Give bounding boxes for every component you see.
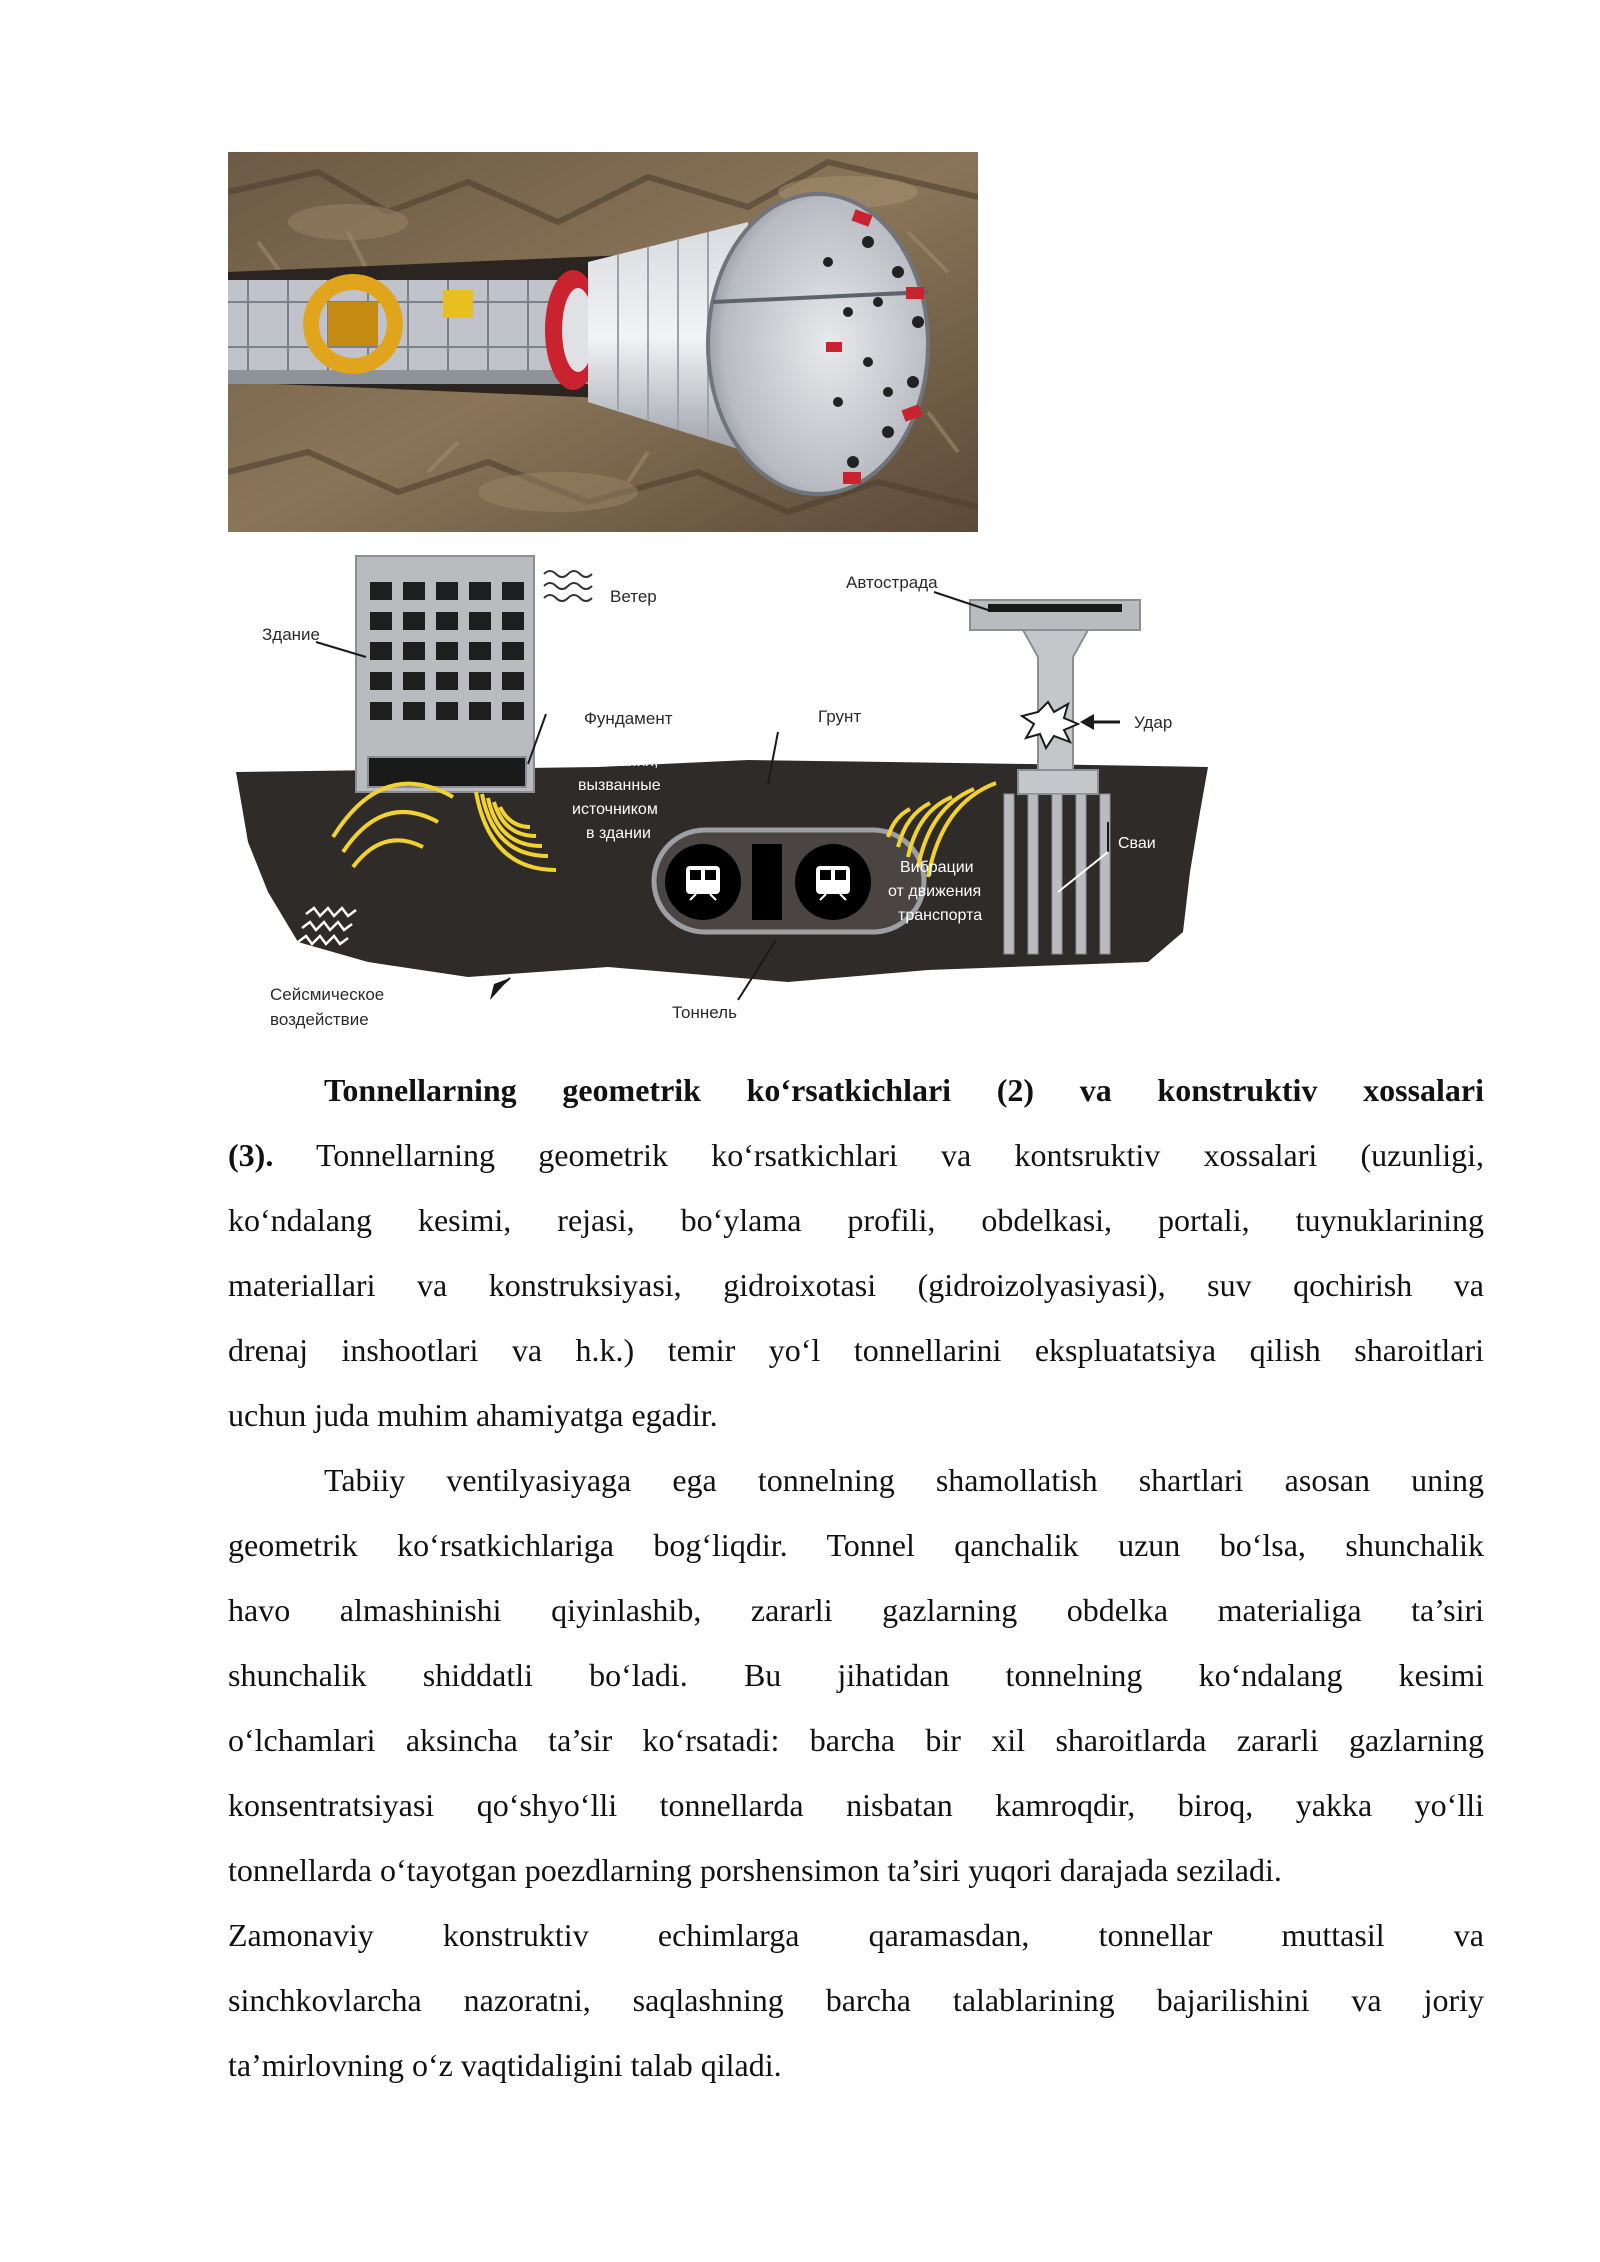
underground-vibration-sources-icon [228,552,1228,1040]
foundation-label: Фундамент [584,709,673,728]
transport-vibrations-label-3: транспорта [898,907,983,924]
impact-label: Удар [1134,713,1173,732]
ground-label: Грунт [818,707,862,726]
paragraph-2-line-1: Tabiiy ventilyasiyaga ega tonnelning shamollatish shartlari asosan uning [324,1462,1484,1498]
body-text [228,1058,1484,2098]
building-vibrations-label-2: вызванные [578,777,661,794]
vibration-sources-diagram [228,552,1228,1040]
paragraph-2-line-9: sinchkovlarcha nazoratni, saqlashning barcha talablarining bajarilishini va joriy [228,1982,1484,2018]
seismic-label-2: воздействие [270,1010,369,1029]
paragraph-1-line-3: ko‘ndalang kesimi, rejasi, bo‘ylama profili, obdelkasi, portali, tuynuklarining [228,1202,1484,1238]
paragraph-1 [228,1058,1484,1448]
paragraph-2-line-10: ta’mirlovning o‘z vaqtidaligini talab qiladi. [228,2047,782,2083]
paragraph-1-line-2 [228,1123,1484,1188]
tunnel-label: Тоннель [672,1003,737,1022]
paragraph-2-line-8: Zamonaviy konstruktiv echimlarga qaramasdan, tonnellar muttasil va [228,1917,1484,1953]
paragraph-1-line-2-text: Tonnellarning geometrik ko‘rsatkichlari va kontsruktiv xossalari (uzunligi, [315,1137,1485,1173]
section-heading-end: (3). [228,1137,274,1173]
paragraph-2 [228,1448,1484,2098]
tunnel-boring-machine-figure [228,152,978,532]
piles-label: Сваи [1118,835,1156,852]
paragraph-2-line-3: havo almashinishi qiyinlashib, zararli gazlarning obdelka materialiga ta’siri [228,1592,1484,1628]
paragraph-2-line-5: o‘lchamlari aksincha ta’sir ko‘rsatadi: barcha bir xil sharoitlarda zararli gazlarning [228,1722,1484,1758]
paragraph-1-line-5: drenaj inshootlari va h.k.) temir yo‘l tonnellarini ekspluatatsiya qilish sharoitlari [228,1332,1484,1368]
building-vibrations-label-3: источником [572,801,658,818]
paragraph-1-line-4: materiallari va konstruksiyasi, gidroixotasi (gidroizolyasiyasi), suv qochirish va [228,1267,1484,1303]
wind-label: Ветер [610,587,657,606]
seismic-label-1: Сейсмическое [270,985,385,1004]
paragraph-2-line-2: geometrik ko‘rsatkichlariga bog‘liqdir. Tonnel qanchalik uzun bo‘lsa, shunchalik [228,1527,1484,1563]
transport-vibrations-label-1: Вибрации [900,859,974,876]
paragraph-2-line-4: shunchalik shiddatli bo‘ladi. Bu jihatidan tonnelning ko‘ndalang kesimi [228,1657,1484,1693]
section-heading: Tonnellarning geometrik ko‘rsatkichlari (2) va konstruktiv xossalari [324,1072,1484,1108]
tunnel-boring-machine-icon [228,152,978,532]
paragraph-2-line-6: konsentratsiyasi qo‘shyo‘lli tonnellarda nisbatan kamroqdir, biroq, yakka yo‘lli [228,1787,1484,1823]
paragraph-1-line-6: uchun juda muhim ahamiyatga egadir. [228,1397,718,1433]
building-vibrations-label-1: Колебания, [574,753,659,770]
transport-vibrations-label-2: от движения [888,883,982,900]
paragraph-2-line-7: tonnellarda o‘tayotgan poezdlarning porshensimon ta’siri yuqori darajada seziladi. [228,1852,1282,1888]
building-label: Здание [262,625,320,644]
building-vibrations-label-4: в здании [586,825,651,842]
highway-label: Автострада [846,573,938,592]
